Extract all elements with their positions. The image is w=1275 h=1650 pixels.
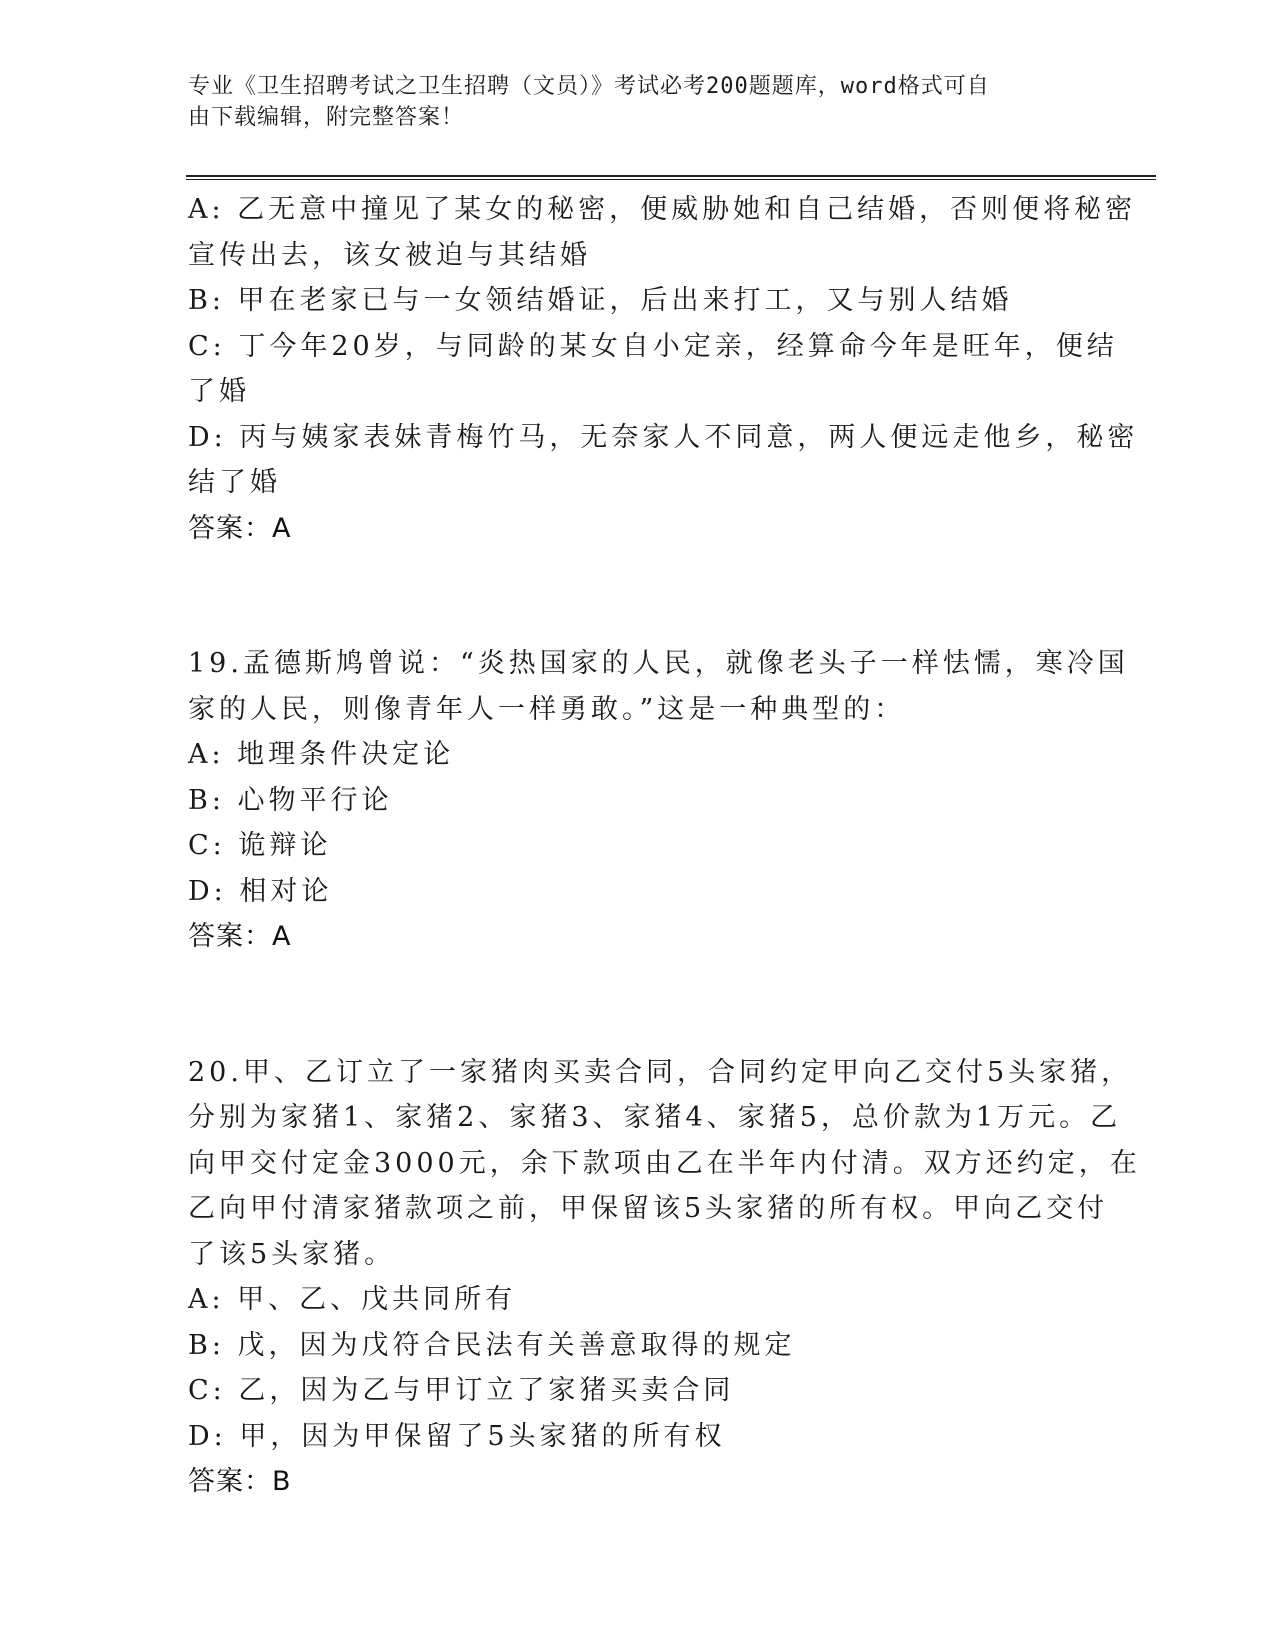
option-c: C: 诡辩论: [188, 830, 332, 861]
answer-line: 答案：A: [188, 512, 292, 544]
answer-line: 答案：A: [188, 921, 292, 952]
question-stem: 19.孟德斯鸠曾说：“炎热国家的人民，就像老头子一样怯懦，寒冷国: [188, 648, 1129, 679]
header-line-2: 由下载编辑，附完整答案！: [188, 105, 465, 130]
option-d: D: 相对论: [188, 875, 333, 907]
option-a: A: 甲、乙、戊共同所有: [188, 1284, 517, 1315]
header-line-1: 专业《卫生招聘考试之卫生招聘（文员）》考试必考200题题库，word格式可自: [188, 74, 990, 99]
option-a: A: 乙无意中撞见了某女的秘密，便威胁她和自己结婚，否则便将秘密: [188, 194, 1137, 225]
document-body: [188, 187, 1141, 1505]
option-d: D: 丙与姨家表妹青梅竹马，无奈家人不同意，两人便远走他乡，秘密: [188, 421, 1139, 453]
question-stem-continued: 了该5头家猪。: [188, 1238, 396, 1270]
option-c-continued: 了婚: [188, 376, 250, 407]
option-b: B: 甲在老家已与一女领结婚证，后出来打工，又与别人结婚: [188, 285, 1013, 316]
question-stem-continued: 向甲交付定金3000元，余下款项由乙在半年内付清。双方还约定，在: [188, 1147, 1141, 1179]
option-b: B: 心物平行论: [188, 784, 393, 816]
option-b: B: 戊，因为戊符合民法有关善意取得的规定: [188, 1329, 796, 1361]
question-18: [188, 187, 1139, 551]
question-spacer: [188, 960, 1088, 1050]
option-d-continued: 结了婚: [188, 467, 281, 498]
option-d: D: 甲，因为甲保留了5头家猪的所有权: [188, 1420, 726, 1452]
answer-line: 答案：B: [188, 1466, 292, 1497]
question-20: [188, 1050, 1141, 1505]
option-c: C: 乙，因为乙与甲订立了家猪买卖合同: [188, 1375, 735, 1406]
page-header: [188, 71, 1088, 133]
question-spacer: [188, 551, 1088, 641]
option-a-continued: 宣传出去，该女被迫与其结婚: [188, 239, 591, 271]
question-stem-continued: 乙向甲付清家猪款项之前，甲保留该5头家猪的所有权。甲向乙交付: [188, 1193, 1109, 1224]
question-stem-continued: 分别为家猪1、家猪2、家猪3、家猪4、家猪5，总价款为1万元。乙: [188, 1102, 1122, 1133]
question-19: [188, 641, 1129, 960]
option-a: A: 地理条件决定论: [188, 739, 455, 770]
option-c: C: 丁今年20岁，与同龄的某女自小定亲，经算命今年是旺年，便结: [188, 330, 1118, 362]
header-divider: [186, 175, 1156, 180]
question-stem: 20.甲、乙订立了一家猪肉买卖合同，合同约定甲向乙交付5头家猪，: [188, 1056, 1133, 1088]
question-stem-continued: 家的人民，则像青年人一样勇敢。”这是一种典型的：: [188, 693, 906, 725]
